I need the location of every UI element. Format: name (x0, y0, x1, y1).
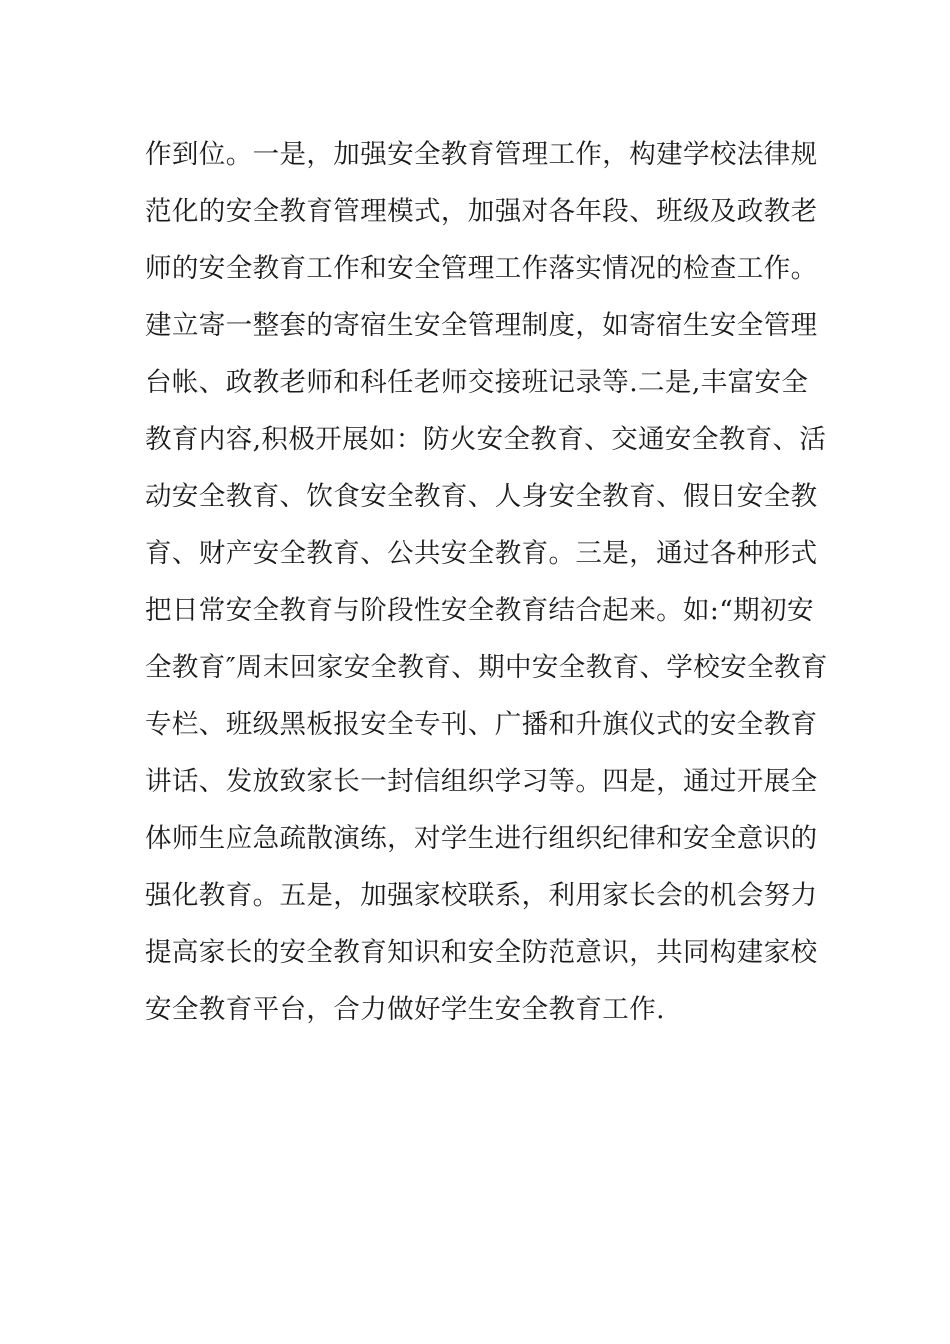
text-line-7: 动安全教育、饮食安全教育、人身安全教育、假日安全教 (145, 481, 818, 512)
text-line-6: 教育内容,积极开展如：防火安全教育、交通安全教育、活 (145, 424, 827, 455)
text-line-3: 师的安全教育工作和安全管理工作落实情况的检查工作。 (145, 253, 818, 284)
text-line-5: 台帐、政教老师和科任老师交接班记录等.二是,丰富安全 (145, 367, 809, 398)
text-line-1: 作到位。一是，加强安全教育管理工作，构建学校法律规 (145, 139, 818, 170)
text-line-8: 育、财产安全教育、公共安全教育。三是，通过各种形式 (145, 538, 818, 569)
text-line-9: 把日常安全教育与阶段性安全教育结合起来。如:“期初安 (145, 595, 814, 626)
text-line-11: 专栏、班级黑板报安全专刊、广播和升旗仪式的安全教育 (145, 709, 818, 740)
text-line-2: 范化的安全教育管理模式，加强对各年段、班级及政教老 (145, 196, 818, 227)
body-paragraph (145, 126, 828, 1038)
text-line-16: 安全教育平台，合力做好学生安全教育工作. (145, 994, 665, 1025)
text-line-4: 建立寄一整套的寄宿生安全管理制度，如寄宿生安全管理 (145, 310, 818, 341)
text-line-13: 体师生应急疏散演练，对学生进行组织纪律和安全意识的 (145, 823, 818, 854)
text-line-10: 全教育″周末回家安全教育、期中安全教育、学校安全教育 (145, 652, 828, 683)
text-line-15: 提高家长的安全教育知识和安全防范意识，共同构建家校 (145, 937, 818, 968)
text-line-12: 讲话、发放致家长一封信组织学习等。四是，通过开展全 (145, 766, 818, 797)
text-line-14: 强化教育。五是，加强家校联系，利用家长会的机会努力 (145, 880, 818, 911)
